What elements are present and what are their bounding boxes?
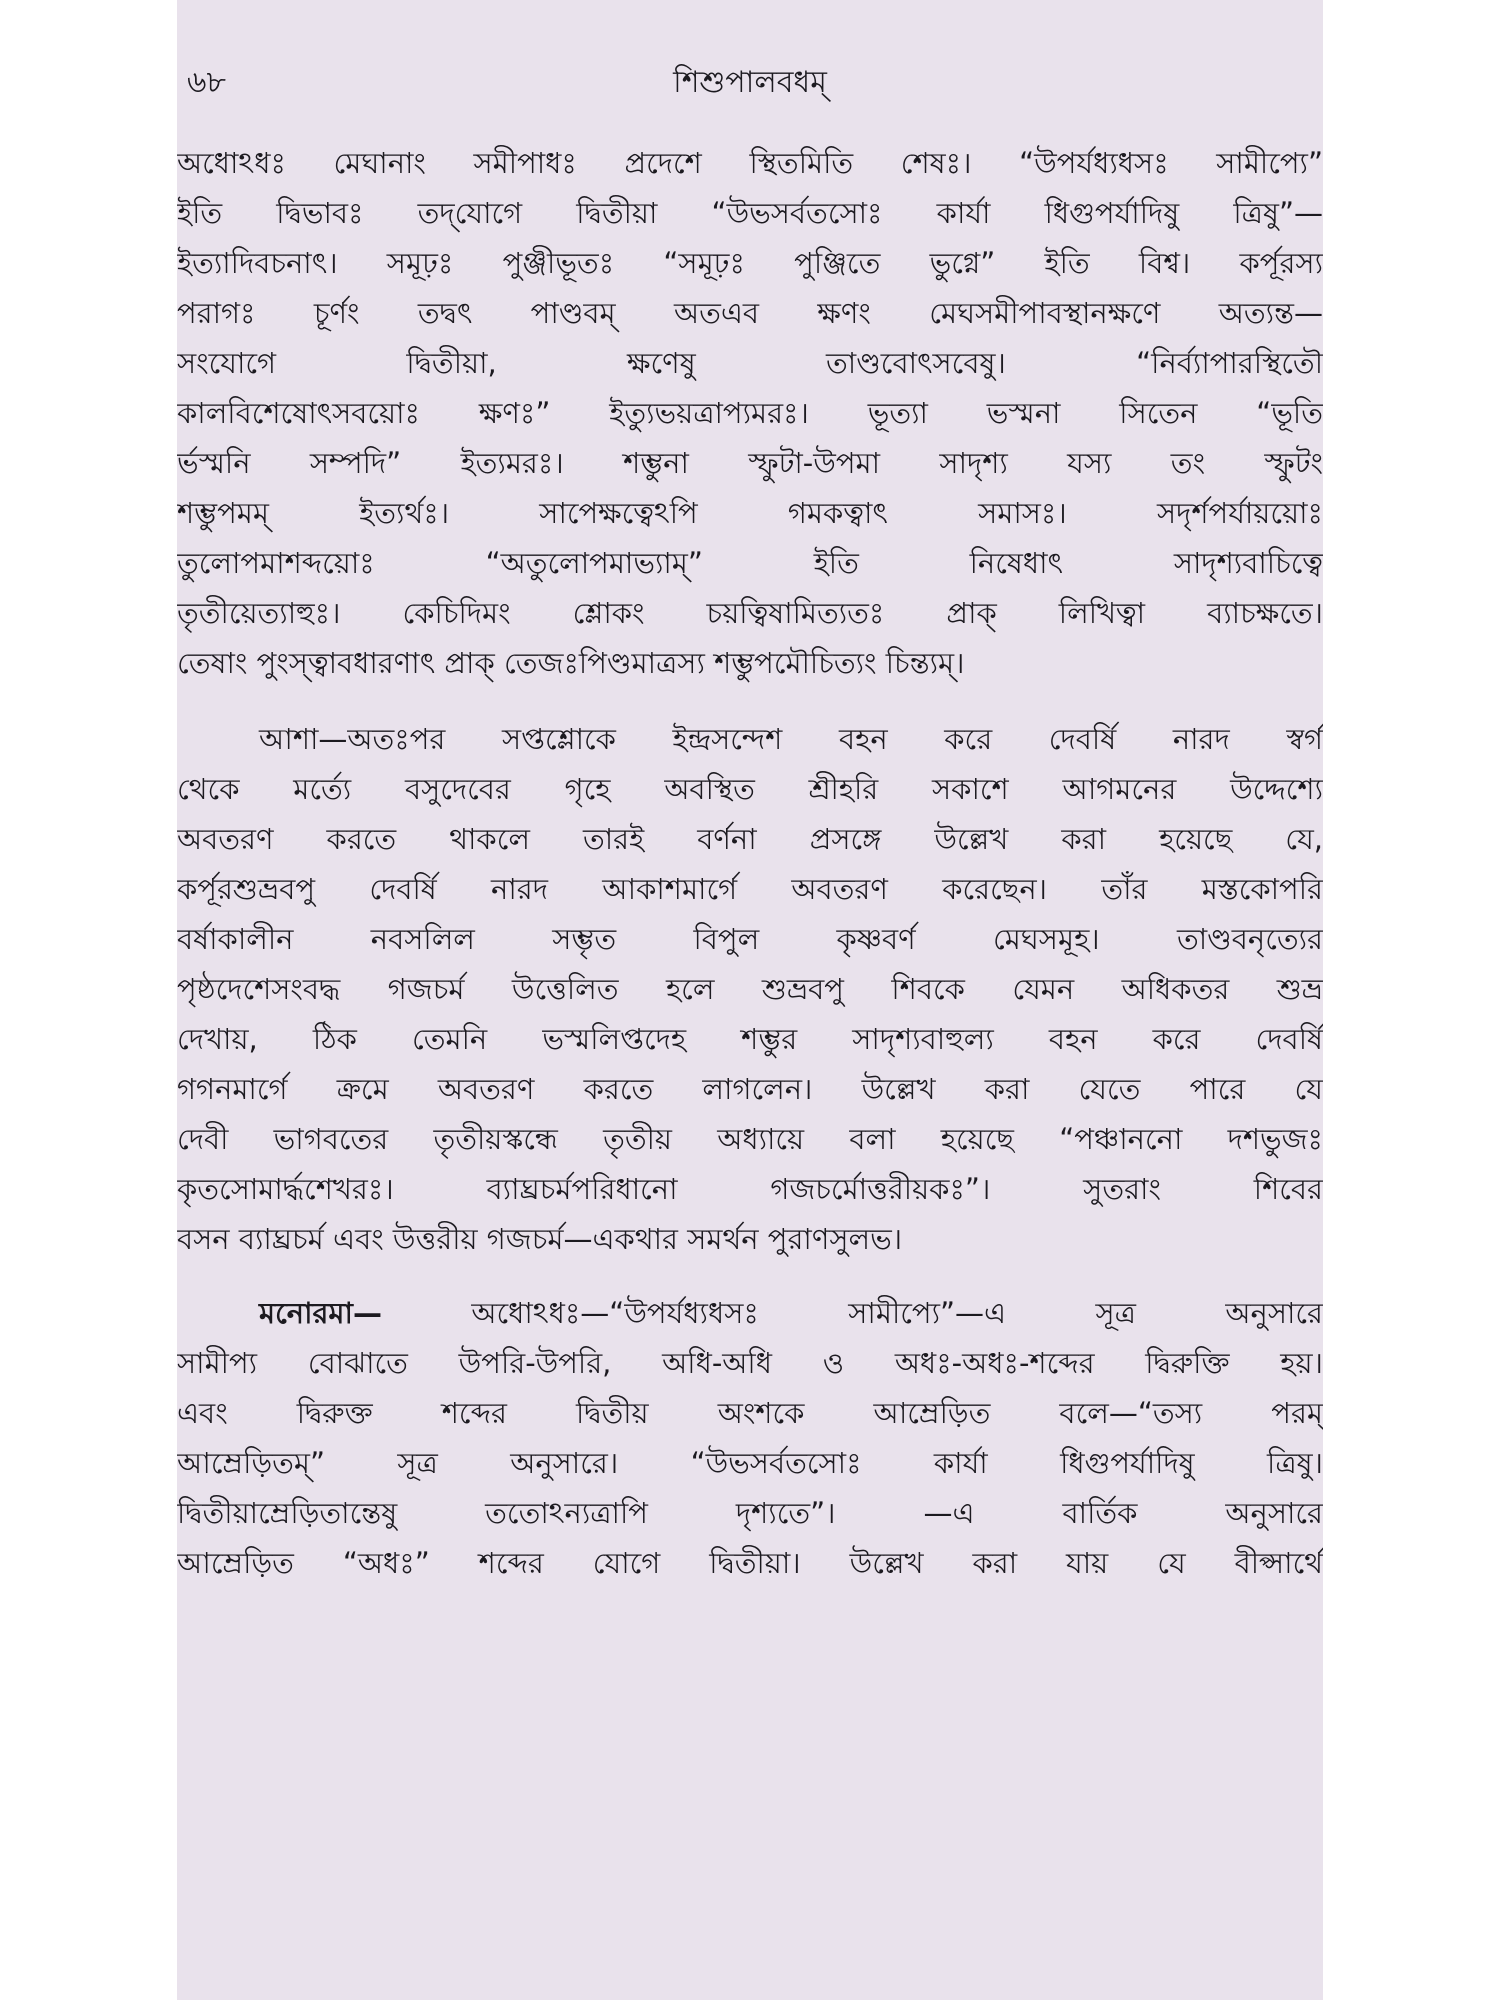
text-line: র্ভস্মনি সম্পদি” ইত্যমরঃ। শম্ভুনা স্ফুটা-উপমা সাদৃশ্য যস্য তং স্ফুটং — [177, 446, 1323, 480]
manorama-paragraph — [177, 1288, 1323, 1588]
commentary-paragraph — [177, 138, 1323, 688]
text-line: দ্বিতীয়াম্রেড়িতান্তেষু ততোঽন্যত্রাপি দৃশ্যতে”। —এ বার্তিক অনুসারে — [177, 1496, 1323, 1530]
text-line: আম্রেড়িতম্‌” সূত্র অনুসারে। “উভসর্বতসোঃ কার্যা ধিগুপর্যাদিষু ত্রিষু। — [177, 1446, 1323, 1480]
paragraph-gap — [177, 688, 1323, 714]
text-line: ইত্যাদিবচনাৎ। সমূঢ়ঃ পুঞ্জীভূতঃ “সমূঢ়ঃ পুঞ্জিতে ভুগ্নে” ইতি বিশ্ব। কর্পূরস্য — [177, 246, 1323, 280]
running-title: শিশুপালবধম্ — [673, 65, 827, 100]
page-header — [177, 58, 1323, 108]
text-line: আম্রেড়িত “অধঃ” শব্দের যোগে দ্বিতীয়া। উল্লেখ করা যায় যে বীপ্সার্থে — [177, 1546, 1323, 1580]
text-line: তৃতীয়েত্যাহুঃ। কেচিদিমং শ্লোকং চয়ত্বিষামিত্যতঃ প্রাক্‌ লিখিত্বা ব্যাচক্ষতে। — [177, 596, 1323, 630]
text-line: বসন ব্যাঘ্রচর্ম এবং উত্তরীয় গজচর্ম—একথার সমর্থন পুরাণসুলভ। — [177, 1222, 903, 1256]
text-line: তেষাং পুংস্ত্বাবধারণাৎ প্রাক্‌ তেজঃপিণ্ডমাত্রস্য শম্ভুপমৌচিত্যং চিন্ত্যম্‌। — [177, 646, 965, 680]
text-line: শম্ভুপমম্‌ ইত্যর্থঃ। সাপেক্ষত্বেঽপি গমকত্বাৎ সমাসঃ। সদৃর্শপর্যায়য়োঃ — [177, 496, 1323, 530]
paragraph-gap — [177, 1264, 1323, 1288]
book-page — [177, 0, 1323, 2000]
text-line: পৃষ্ঠদেশেসংবদ্ধ গজচর্ম উত্তেলিত হলে শুভ্রবপু শিবকে যেমন অধিকতর শুভ্র — [177, 972, 1323, 1006]
text-line: আশা—অতঃপর সপ্তশ্লোকে ইন্দ্রসন্দেশ বহন করে দেবর্ষি নারদ স্বর্গ — [259, 722, 1323, 756]
text-line: সামীপ্য বোঝাতে উপরি-উপরি, অধি-অধি ও অধঃ-অধঃ-শব্দের দ্বিরুক্তি হয়। — [177, 1346, 1323, 1380]
page-body — [177, 138, 1323, 1978]
text-line: অবতরণ করতে থাকলে তারই বর্ণনা প্রসঙ্গে উল্লেখ করা হয়েছে যে, — [177, 822, 1323, 856]
manorama-heading: মনোরমা— — [259, 1296, 382, 1330]
text-line: দেবী ভাগবতের তৃতীয়স্কন্ধে তৃতীয় অধ্যায়ে বলা হয়েছে “পঞ্চাননো দশভুজঃ — [177, 1122, 1323, 1156]
text-line: কর্পূরশুভ্রবপু দেবর্ষি নারদ আকাশমার্গে অবতরণ করেছেন। তাঁর মস্তকোপরি — [177, 872, 1323, 906]
text-line: দেখায়, ঠিক তেমনি ভস্মলিপ্তদেহ শম্ভুর সাদৃশ্যবাহুল্য বহন করে দেবর্ষি — [177, 1022, 1323, 1056]
text-line: পরাগঃ চূর্ণং তদ্বৎ পাণ্ডবম্‌ অতএব ক্ষণং মেঘসমীপাবস্থানক্ষণে অত্যন্ত— — [177, 296, 1323, 330]
manorama-first-line: অধোঽধঃ—“উপর্যধ্যধসঃ সামীপ্যে”—এ সূত্র অনুসারে — [381, 1296, 1323, 1330]
asha-paragraph — [177, 714, 1323, 1264]
text-line: বর্ষাকালীন নবসলিল সম্ভৃত বিপুল কৃষ্ণবর্ণ মেঘসমূহ। তাণ্ডবনৃত্যের — [177, 922, 1323, 956]
text-line: অধোঽধঃ মেঘানাং সমীপাধঃ প্রদেশে স্থিতমিতি শেষঃ। “উপর্যধ্যধসঃ সামীপ্যে” — [177, 146, 1323, 180]
text-line: ইতি দ্বিভাবঃ তদ্‌যোগে দ্বিতীয়া “উভসর্বতসোঃ কার্যা ধিগুপর্যাদিষু ত্রিষু”— — [177, 196, 1323, 230]
text-line — [177, 1288, 1323, 1338]
text-line: সংযোগে দ্বিতীয়া, ক্ষণেষু তাণ্ডবোৎসবেষু। “নির্ব্যাপারস্থিতৌ — [177, 346, 1323, 380]
text-line: কৃতসোমার্দ্ধশেখরঃ। ব্যাঘ্রচর্মপরিধানো গজচর্মোত্তরীয়কঃ”। সুতরাং শিবের — [177, 1172, 1323, 1206]
text-line: থেকে মর্ত্যে বসুদেবের গৃহে অবস্থিত শ্রীহরি সকাশে আগমনের উদ্দেশ্যে — [177, 772, 1323, 806]
page-number: ৬৮ — [187, 65, 226, 100]
text-line: গগনমার্গে ক্রমে অবতরণ করতে লাগলেন। উল্লেখ করা যেতে পারে যে — [177, 1072, 1323, 1106]
text-line: তুলোপমাশব্দয়োঃ “অতুলোপমাভ্যাম্‌” ইতি নিষেধাৎ সাদৃশ্যবাচিত্বে — [177, 546, 1323, 580]
text-line: কালবিশেষোৎসবয়োঃ ক্ষণঃ” ইত্যুভয়ত্রাপ্যমরঃ। ভূত্যা ভস্মনা সিতেন “ভূতি — [177, 396, 1323, 430]
text-line: এবং দ্বিরুক্ত শব্দের দ্বিতীয় অংশকে আম্রেড়িত বলে—“তস্য পরম্‌ — [177, 1396, 1323, 1430]
